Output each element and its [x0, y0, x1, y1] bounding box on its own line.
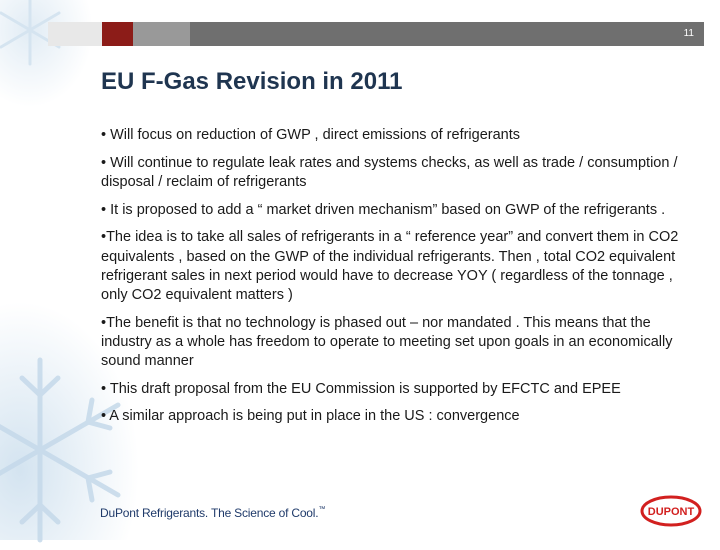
bullet-item: •The idea is to take all sales of refrigerants in a “ reference year” and convert them in CO2 equivalents , based on the GWP of the individual refrigerants. Then , total CO2 equivalent refrigerant sales in next period would have to decrease YOY ( regardless of the tonnage , only CO2 equivalent matters ): [101, 229, 679, 303]
header-block-light: [48, 22, 102, 46]
bullet-item: • Will continue to regulate leak rates and systems checks, as well as trade / consumption / disposal / reclaim of refrigerants: [101, 154, 678, 190]
dupont-logo: [640, 495, 702, 527]
footer-tagline-text: DuPont Refrigerants. The Science of Cool.: [100, 506, 319, 520]
trademark-symbol: ™: [318, 506, 326, 513]
bullet-item: • It is proposed to add a “ market driven mechanism” based on GWP of the refrigerants .: [101, 201, 666, 218]
slide-title: EU F-Gas Revision in 2011: [101, 68, 403, 95]
bullet-item: • This draft proposal from the EU Commission is supported by EFCTC and EPEE: [101, 380, 621, 397]
header-block-red: [102, 22, 133, 46]
footer-tagline: [100, 506, 325, 520]
bullet-list: [101, 126, 701, 435]
page-number: 11: [683, 28, 694, 39]
bullet-item: • Will focus on reduction of GWP , direct emissions of refrigerants: [101, 127, 521, 143]
bullet-item: • A similar approach is being put in place in the US : convergence: [101, 408, 520, 425]
header-block-gray: [133, 22, 190, 46]
bullet-item: •The benefit is that no technology is phased out – nor mandated . This means that the industry as a whole has freedom to operate to meeting set upon goals in an economically sound manner: [101, 314, 673, 370]
logo-text: DUPONT: [647, 506, 695, 518]
header-bar: [48, 22, 704, 46]
